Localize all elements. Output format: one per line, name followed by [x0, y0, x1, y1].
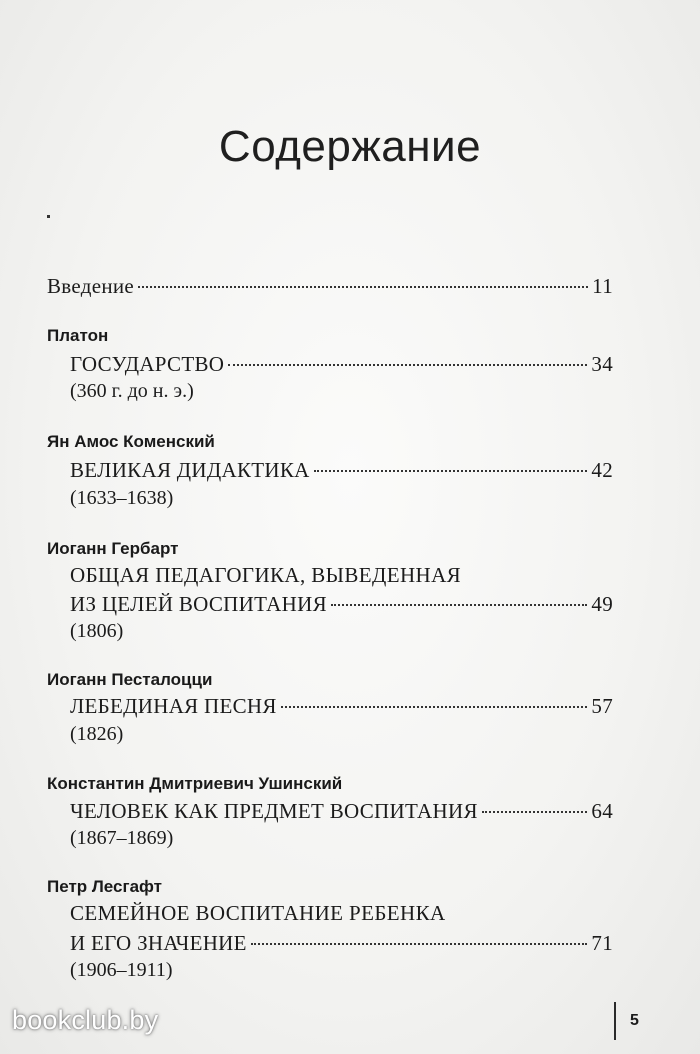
dot-leader — [281, 705, 588, 708]
author-name: Константин Дмитриевич Ушинский — [47, 774, 343, 793]
author-name: Ян Амос Коменский — [47, 432, 215, 451]
work-years: (1867–1869) — [70, 827, 174, 849]
work-title-line1: ОБЩАЯ ПЕДАГОГИКА, ВЫВЕДЕННАЯ — [70, 563, 462, 587]
work-page: 57 — [591, 694, 613, 718]
work-title-line1: СЕМЕЙНОЕ ВОСПИТАНИЕ РЕБЕНКА — [70, 901, 446, 925]
dot-leader — [331, 603, 588, 606]
work-years: (360 г. до н. э.) — [70, 380, 194, 402]
toc-entry — [70, 694, 613, 719]
work-page: 64 — [591, 799, 613, 823]
toc-entry — [70, 799, 613, 824]
work-title: ВЕЛИКАЯ ДИДАКТИКА — [70, 458, 310, 482]
work-years: (1906–1911) — [70, 959, 173, 981]
dot-leader — [251, 942, 588, 945]
work-title: И ЕГО ЗНАЧЕНИЕ — [70, 931, 247, 955]
dot-leader — [138, 285, 588, 288]
ink-dot — [47, 215, 50, 218]
work-years: (1806) — [70, 620, 124, 642]
dot-leader — [314, 469, 588, 472]
toc-entry — [70, 458, 613, 483]
work-page: 42 — [591, 458, 613, 482]
author-name: Петр Лесгафт — [47, 877, 163, 896]
work-title: ГОСУДАРСТВО — [70, 352, 225, 376]
work-years: (1633–1638) — [70, 487, 174, 509]
author-name: Иоганн Гербарт — [47, 539, 179, 558]
work-years: (1826) — [70, 723, 124, 745]
work-title: ЧЕЛОВЕК КАК ПРЕДМЕТ ВОСПИТАНИЯ — [70, 799, 478, 823]
toc-entry — [70, 352, 613, 377]
toc-intro — [47, 274, 613, 299]
page-title: Содержание — [218, 122, 482, 171]
author-name: Платон — [47, 326, 109, 345]
footer-divider — [614, 1002, 616, 1040]
dot-leader — [482, 810, 588, 813]
work-page: 71 — [591, 931, 613, 955]
dot-leader — [228, 363, 587, 366]
toc-intro-label: Введение — [47, 274, 135, 298]
author-name: Иоганн Песталоцци — [47, 670, 213, 689]
work-title: ИЗ ЦЕЛЕЙ ВОСПИТАНИЯ — [70, 592, 327, 616]
work-title: ЛЕБЕДИНАЯ ПЕСНЯ — [70, 694, 277, 718]
page-number: 5 — [630, 1012, 639, 1029]
toc-intro-page: 11 — [592, 274, 613, 298]
work-page: 34 — [591, 352, 613, 376]
watermark: bookclub.by — [12, 1005, 159, 1035]
work-page: 49 — [591, 592, 613, 616]
toc-entry — [70, 931, 613, 956]
toc-entry — [70, 592, 613, 617]
